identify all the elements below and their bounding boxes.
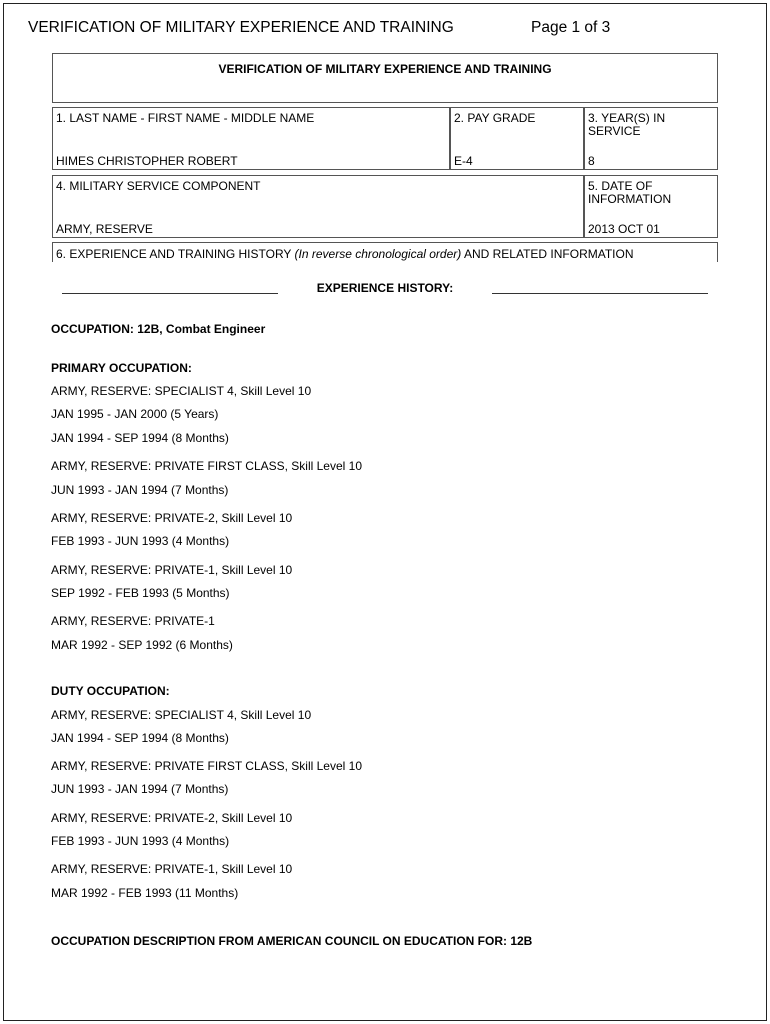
pay-grade-value: E-4 bbox=[454, 154, 473, 168]
pay-grade-label: 2. PAY GRADE bbox=[454, 111, 536, 125]
pay-grade-field bbox=[450, 107, 584, 170]
date-of-information-field bbox=[584, 175, 718, 238]
primary-line: ARMY, RESERVE: PRIVATE-1, Skill Level 10 bbox=[51, 563, 293, 577]
name-value: HIMES CHRISTOPHER ROBERT bbox=[56, 154, 238, 168]
name-label: 1. LAST NAME - FIRST NAME - MIDDLE NAME bbox=[56, 111, 315, 125]
duty-occupation-heading: DUTY OCCUPATION: bbox=[51, 684, 170, 698]
primary-line: FEB 1993 - JUN 1993 (4 Months) bbox=[51, 534, 230, 548]
form-title-box bbox=[52, 53, 718, 103]
primary-occupation-heading: PRIMARY OCCUPATION: bbox=[51, 361, 192, 375]
duty-line: ARMY, RESERVE: PRIVATE-2, Skill Level 10 bbox=[51, 811, 293, 825]
primary-line: ARMY, RESERVE: PRIVATE-2, Skill Level 10 bbox=[51, 511, 293, 525]
experience-history-heading: EXPERIENCE HISTORY: bbox=[316, 281, 454, 295]
history-label bbox=[56, 247, 634, 261]
service-component-field bbox=[52, 175, 584, 238]
duty-line: MAR 1992 - FEB 1993 (11 Months) bbox=[51, 886, 239, 900]
primary-line: JAN 1994 - SEP 1994 (8 Months) bbox=[51, 431, 229, 445]
date-label-line-1: 5. DATE OF bbox=[588, 179, 653, 193]
history-label-a: 6. EXPERIENCE AND TRAINING HISTORY bbox=[56, 247, 295, 261]
duty-line: FEB 1993 - JUN 1993 (4 Months) bbox=[51, 834, 230, 848]
years-value: 8 bbox=[588, 154, 595, 168]
component-label: 4. MILITARY SERVICE COMPONENT bbox=[56, 179, 261, 193]
years-label bbox=[588, 112, 665, 138]
history-section-header bbox=[52, 242, 718, 262]
history-label-c: AND RELATED INFORMATION bbox=[461, 247, 634, 261]
primary-line: JAN 1995 - JAN 2000 (5 Years) bbox=[51, 407, 219, 421]
ace-description-heading: OCCUPATION DESCRIPTION FROM AMERICAN COUNCIL ON EDUCATION FOR: 12B bbox=[51, 934, 533, 948]
duty-line: ARMY, RESERVE: SPECIALIST 4, Skill Level 10 bbox=[51, 708, 312, 722]
date-label bbox=[588, 180, 671, 206]
name-field bbox=[52, 107, 450, 170]
duty-line: ARMY, RESERVE: PRIVATE-1, Skill Level 10 bbox=[51, 862, 293, 876]
years-label-line-1: 3. YEAR(S) IN bbox=[588, 111, 666, 125]
primary-line: ARMY, RESERVE: SPECIALIST 4, Skill Level 10 bbox=[51, 384, 312, 398]
primary-line: SEP 1992 - FEB 1993 (5 Months) bbox=[51, 586, 230, 600]
date-label-line-2: INFORMATION bbox=[588, 192, 672, 206]
primary-line: ARMY, RESERVE: PRIVATE FIRST CLASS, Skill Level 10 bbox=[51, 459, 362, 473]
duty-line: ARMY, RESERVE: PRIVATE FIRST CLASS, Skill Level 10 bbox=[51, 759, 362, 773]
form-title: VERIFICATION OF MILITARY EXPERIENCE AND TRAINING bbox=[218, 62, 552, 76]
primary-line: ARMY, RESERVE: PRIVATE-1 bbox=[51, 614, 215, 628]
divider-right bbox=[492, 293, 708, 294]
component-value: ARMY, RESERVE bbox=[56, 222, 153, 236]
duty-line: JUN 1993 - JAN 1994 (7 Months) bbox=[51, 782, 229, 796]
years-in-service-field bbox=[584, 107, 718, 170]
years-label-line-2: SERVICE bbox=[588, 124, 641, 138]
primary-line: JUN 1993 - JAN 1994 (7 Months) bbox=[51, 483, 229, 497]
date-value: 2013 OCT 01 bbox=[588, 222, 660, 236]
primary-line: MAR 1992 - SEP 1992 (6 Months) bbox=[51, 638, 233, 652]
header-title: VERIFICATION OF MILITARY EXPERIENCE AND TRAINING bbox=[28, 19, 454, 36]
occupation-heading: OCCUPATION: 12B, Combat Engineer bbox=[51, 322, 266, 336]
history-label-italic: (In reverse chronological order) bbox=[294, 247, 462, 261]
page-number: Page 1 of 3 bbox=[531, 19, 611, 36]
duty-line: JAN 1994 - SEP 1994 (8 Months) bbox=[51, 731, 229, 745]
